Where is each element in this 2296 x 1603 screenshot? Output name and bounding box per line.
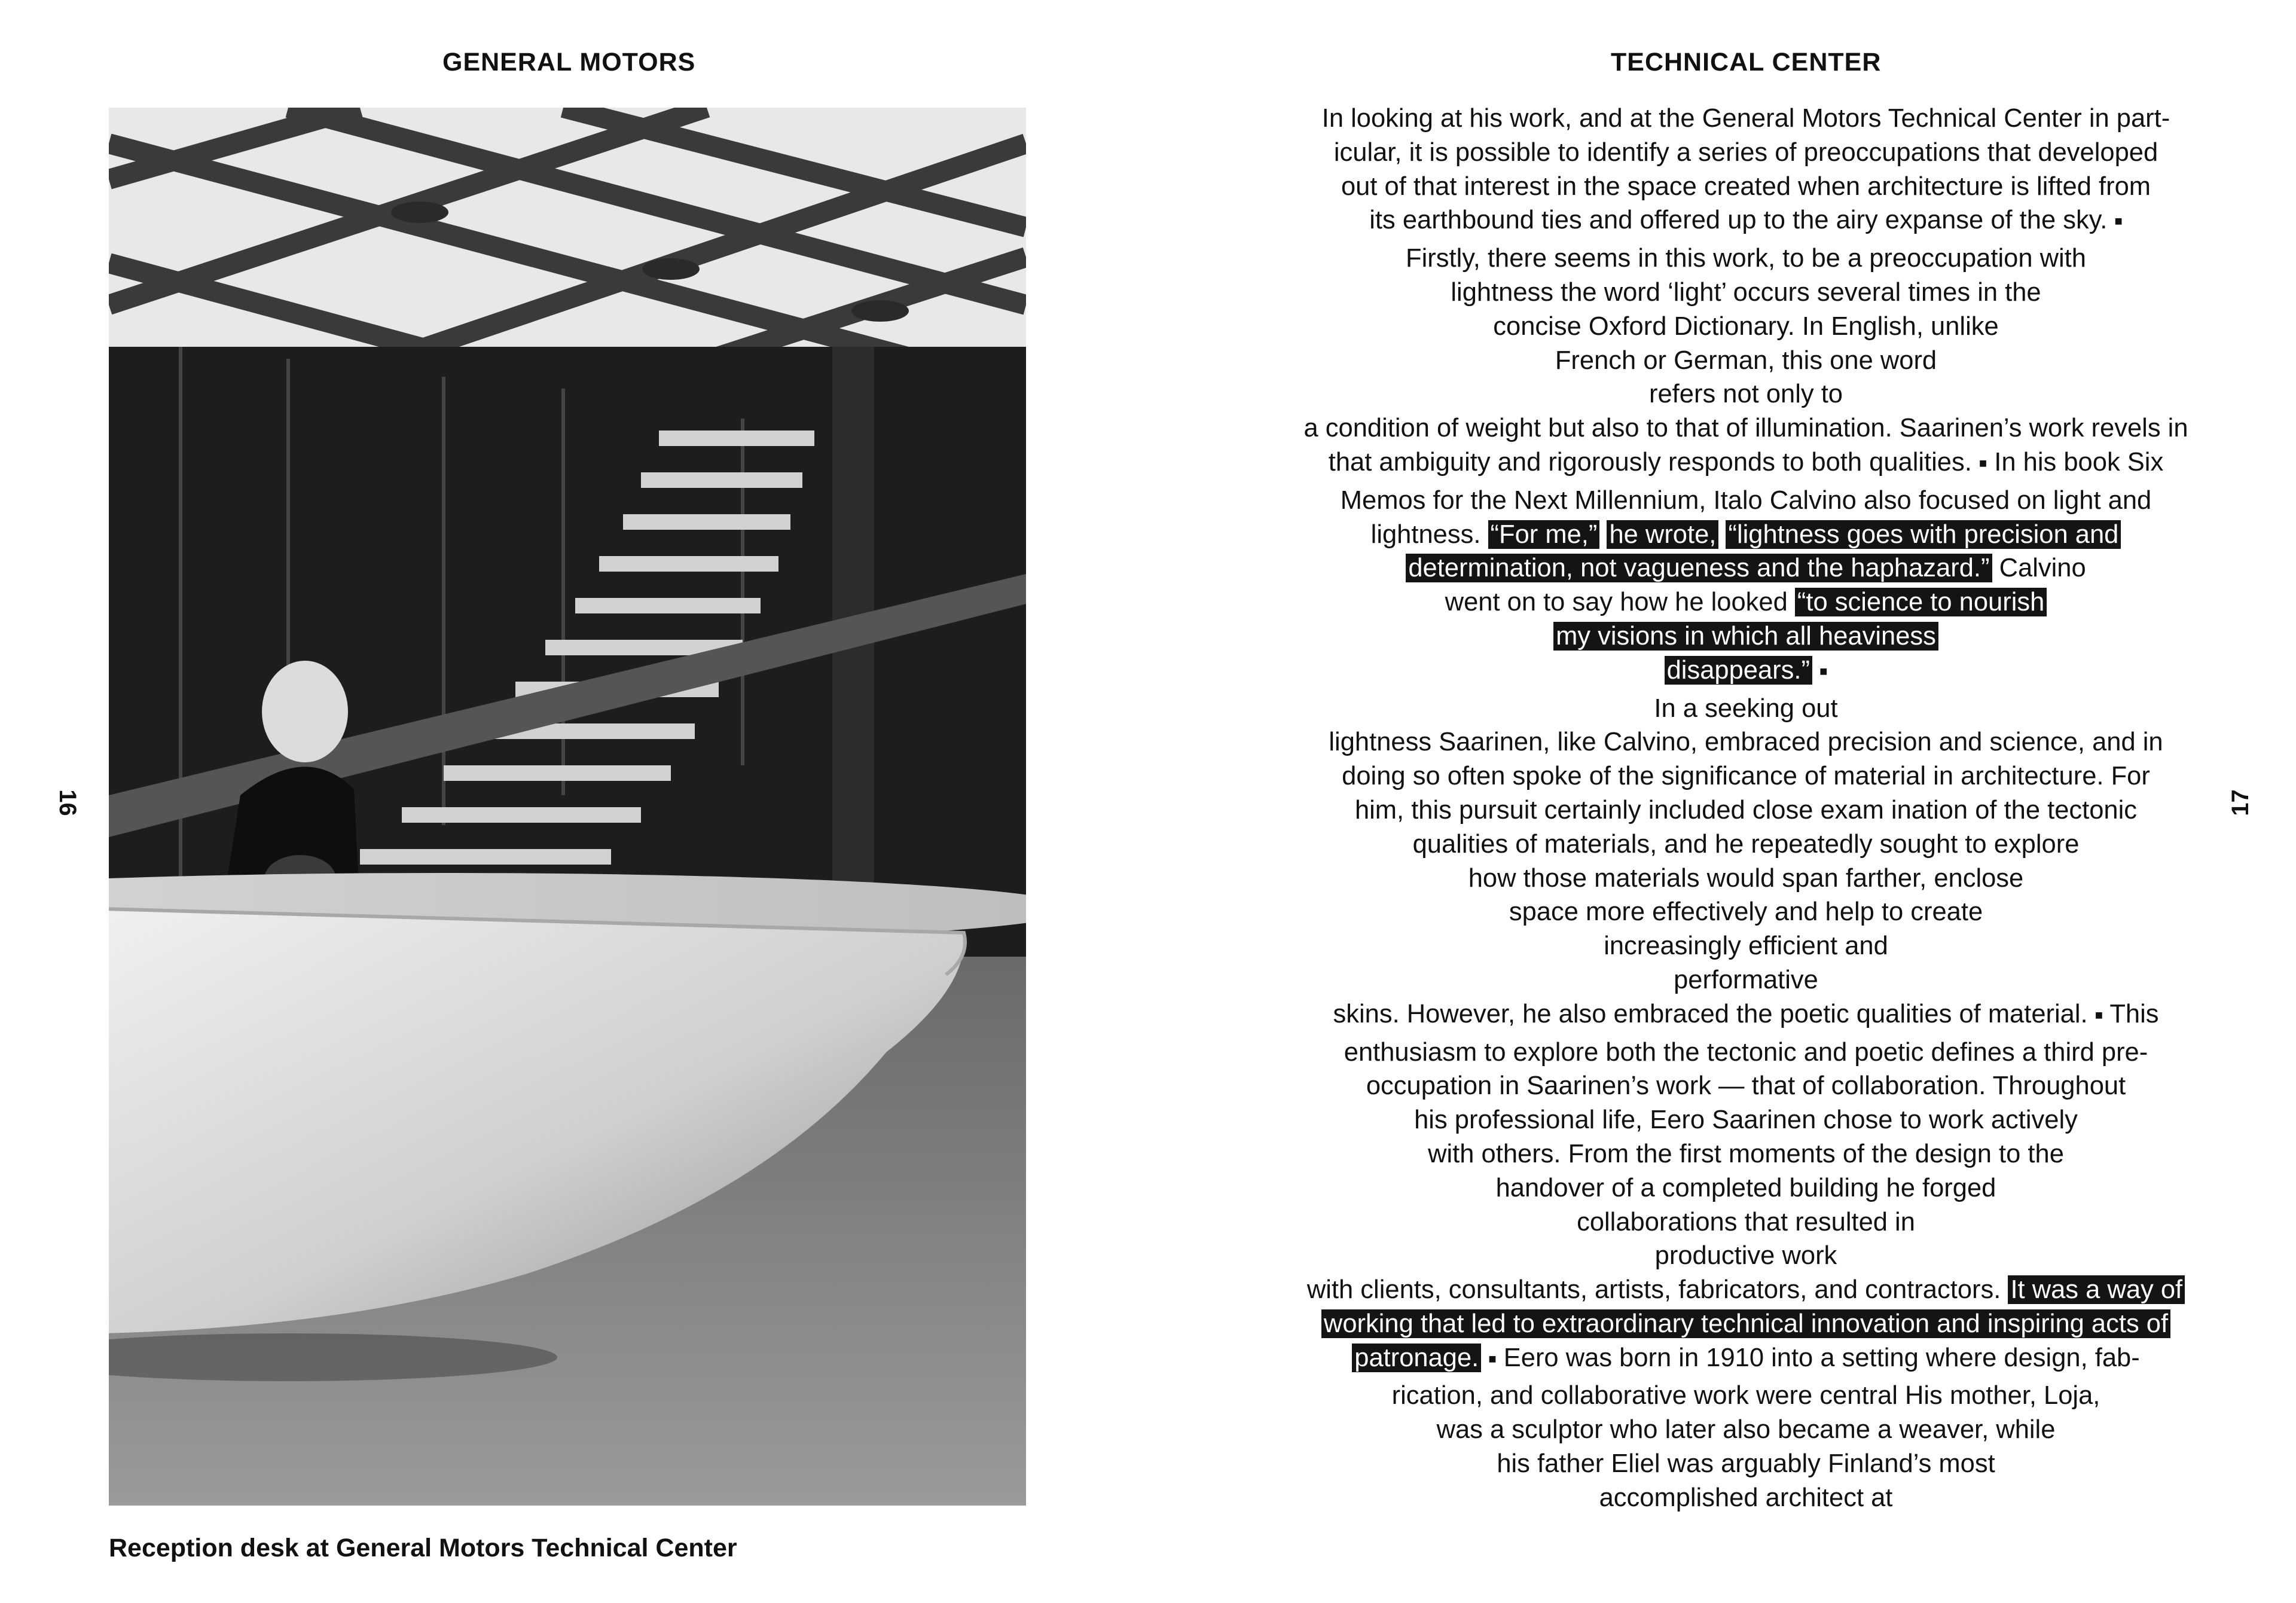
text-line xyxy=(1292,445,2200,484)
body-text xyxy=(1292,102,2200,1515)
text-segment: Eero was born in 1910 into a setting where design, fab- xyxy=(1496,1343,2140,1372)
text-segment: In looking at his work, and at the General Motors Technical Center in part- xyxy=(1321,104,2170,133)
text-segment: qualities of materials, and he repeatedly sought to explore xyxy=(1412,829,2080,859)
text-segment: lightness the word ‘light’ occurs several times in the xyxy=(1451,277,2041,307)
text-line xyxy=(1292,276,2200,310)
text-segment: with others. From the first moments of the design to the xyxy=(1428,1139,2064,1168)
text-line xyxy=(1292,1171,2200,1205)
text-segment: his father Eliel was arguably Finland’s most xyxy=(1497,1449,1995,1479)
text-segment: how those materials would span farther, enclose xyxy=(1468,863,2024,893)
text-segment: increasingly efficient and xyxy=(1604,932,1888,961)
text-segment xyxy=(1812,656,1819,685)
text-line xyxy=(1292,1239,2200,1273)
text-segment: productive work xyxy=(1654,1241,1837,1271)
text-segment: his professional life, Eero Saarinen chose to work actively xyxy=(1414,1106,2078,1135)
text-segment: rication, and collaborative work were central His mother, Loja, xyxy=(1391,1381,2100,1410)
highlighted-quote: determination, not vagueness and the haphazard.” xyxy=(1406,554,1992,582)
text-segment: performative xyxy=(1674,965,1818,994)
text-segment: This xyxy=(2103,999,2159,1028)
text-line xyxy=(1292,242,2200,276)
text-segment xyxy=(1599,520,1607,549)
text-segment: him, this pursuit certainly included close exam ination of the tectonic xyxy=(1354,795,2138,825)
text-segment xyxy=(1481,1344,1488,1372)
text-segment: lightness. xyxy=(1370,520,1488,549)
text-line xyxy=(1292,1341,2200,1379)
text-segment: its earthbound ties and offered up to the airy expanse of the sky. xyxy=(1369,206,2115,235)
text-line xyxy=(1292,344,2200,378)
right-page-number: 17 xyxy=(2227,789,2254,816)
section-marker-icon: ■ xyxy=(2114,213,2123,229)
photo-caption: Reception desk at General Motors Technical Center xyxy=(109,1534,737,1562)
text-line xyxy=(1292,619,2200,654)
text-segment: collaborations that resulted in xyxy=(1577,1207,1915,1236)
text-line xyxy=(1292,895,2200,929)
text-segment: skins. However, he also embraced the poetic qualities of material. xyxy=(1333,999,2095,1028)
text-line xyxy=(1292,1447,2200,1481)
highlighted-quote: “For me,” xyxy=(1488,520,1600,549)
reception-desk-photo xyxy=(109,108,1026,1506)
left-page-number: 16 xyxy=(54,789,81,816)
text-line xyxy=(1292,1069,2200,1103)
text-line xyxy=(1292,170,2200,204)
text-line xyxy=(1292,377,2200,411)
text-segment: icular, it is possible to identify a series of preoccupations that developed xyxy=(1333,138,2158,167)
text-line xyxy=(1292,1205,2200,1239)
text-line xyxy=(1292,1103,2200,1137)
text-segment: Memos for the Next Millennium, Italo Calvino also focused on light and xyxy=(1340,486,2152,515)
text-segment: Firstly, there seems in this work, to be a preoccupation with xyxy=(1406,244,2086,273)
text-line xyxy=(1292,929,2200,963)
text-line xyxy=(1292,963,2200,997)
highlighted-quote: It was a way of xyxy=(2008,1275,2185,1304)
text-segment: lightness Saarinen, like Calvino, embraced precision and science, and in xyxy=(1329,728,2163,757)
highlighted-quote: disappears.” xyxy=(1665,656,1812,685)
section-marker-icon: ■ xyxy=(1488,1351,1497,1366)
text-segment: space more effectively and help to create xyxy=(1509,897,1983,927)
text-segment: out of that interest in the space created when architecture is lifted from xyxy=(1341,172,2151,201)
text-line xyxy=(1292,1307,2200,1341)
text-line xyxy=(1292,484,2200,518)
text-line xyxy=(1292,997,2200,1036)
text-line xyxy=(1292,692,2200,726)
text-segment: enthusiasm to explore both the tectonic and poetic defines a third pre- xyxy=(1344,1037,2148,1067)
text-line xyxy=(1292,1379,2200,1413)
text-line xyxy=(1292,1481,2200,1515)
text-line xyxy=(1292,759,2200,793)
text-segment: accomplished architect at xyxy=(1599,1483,1893,1512)
text-line xyxy=(1292,862,2200,896)
text-segment: a condition of weight but also to that of illumination. Saarinen’s work revels in xyxy=(1303,414,2188,443)
text-line xyxy=(1292,1036,2200,1070)
highlighted-quote: working that led to extraordinary technical innovation and inspiring acts of xyxy=(1321,1309,2170,1338)
highlighted-quote: patronage. xyxy=(1352,1344,1481,1372)
highlighted-quote: he wrote, xyxy=(1607,520,1718,549)
highlighted-quote: “lightness goes with precision and xyxy=(1726,520,2121,549)
left-page-header: GENERAL MOTORS xyxy=(442,48,696,77)
text-line xyxy=(1292,793,2200,828)
text-line xyxy=(1292,518,2200,552)
text-line xyxy=(1292,102,2200,136)
text-line xyxy=(1292,136,2200,170)
text-segment: In his book Six xyxy=(1987,447,2164,477)
text-line xyxy=(1292,310,2200,344)
text-line xyxy=(1292,828,2200,862)
text-segment: that ambiguity and rigorously responds to both qualities. xyxy=(1328,447,1979,477)
text-line xyxy=(1292,1137,2200,1171)
section-marker-icon: ■ xyxy=(1819,663,1828,679)
text-segment: occupation in Saarinen’s work — that of collaboration. Throughout xyxy=(1366,1071,2126,1101)
text-line xyxy=(1292,1273,2200,1307)
text-segment: concise Oxford Dictionary. In English, unlike xyxy=(1493,312,1999,341)
text-line xyxy=(1292,551,2200,585)
text-segment: went on to say how he looked xyxy=(1445,588,1795,617)
right-page-header: TECHNICAL CENTER xyxy=(1611,48,1882,77)
text-segment: In a seeking out xyxy=(1654,694,1838,723)
text-line xyxy=(1292,654,2200,692)
text-line xyxy=(1292,203,2200,242)
section-marker-icon: ■ xyxy=(1979,455,1987,471)
text-segment xyxy=(1718,520,1726,549)
text-segment: refers not only to xyxy=(1649,380,1843,409)
text-line xyxy=(1292,585,2200,619)
highlighted-quote: my visions in which all heaviness xyxy=(1553,622,1938,651)
text-line xyxy=(1292,725,2200,759)
text-segment: French or German, this one word xyxy=(1555,346,1937,375)
text-segment: was a sculptor who later also became a weaver, while xyxy=(1436,1415,2056,1445)
text-segment: handover of a completed building he forged xyxy=(1495,1173,1996,1202)
section-marker-icon: ■ xyxy=(2095,1007,2103,1022)
text-line xyxy=(1292,1413,2200,1447)
text-segment: doing so often spoke of the significance of material in architecture. For xyxy=(1342,762,2150,791)
text-segment: Calvino xyxy=(1992,554,2086,583)
text-segment: with clients, consultants, artists, fabricators, and contractors. xyxy=(1306,1275,2008,1305)
highlighted-quote: “to science to nourish xyxy=(1795,588,2047,616)
text-line xyxy=(1292,411,2200,445)
